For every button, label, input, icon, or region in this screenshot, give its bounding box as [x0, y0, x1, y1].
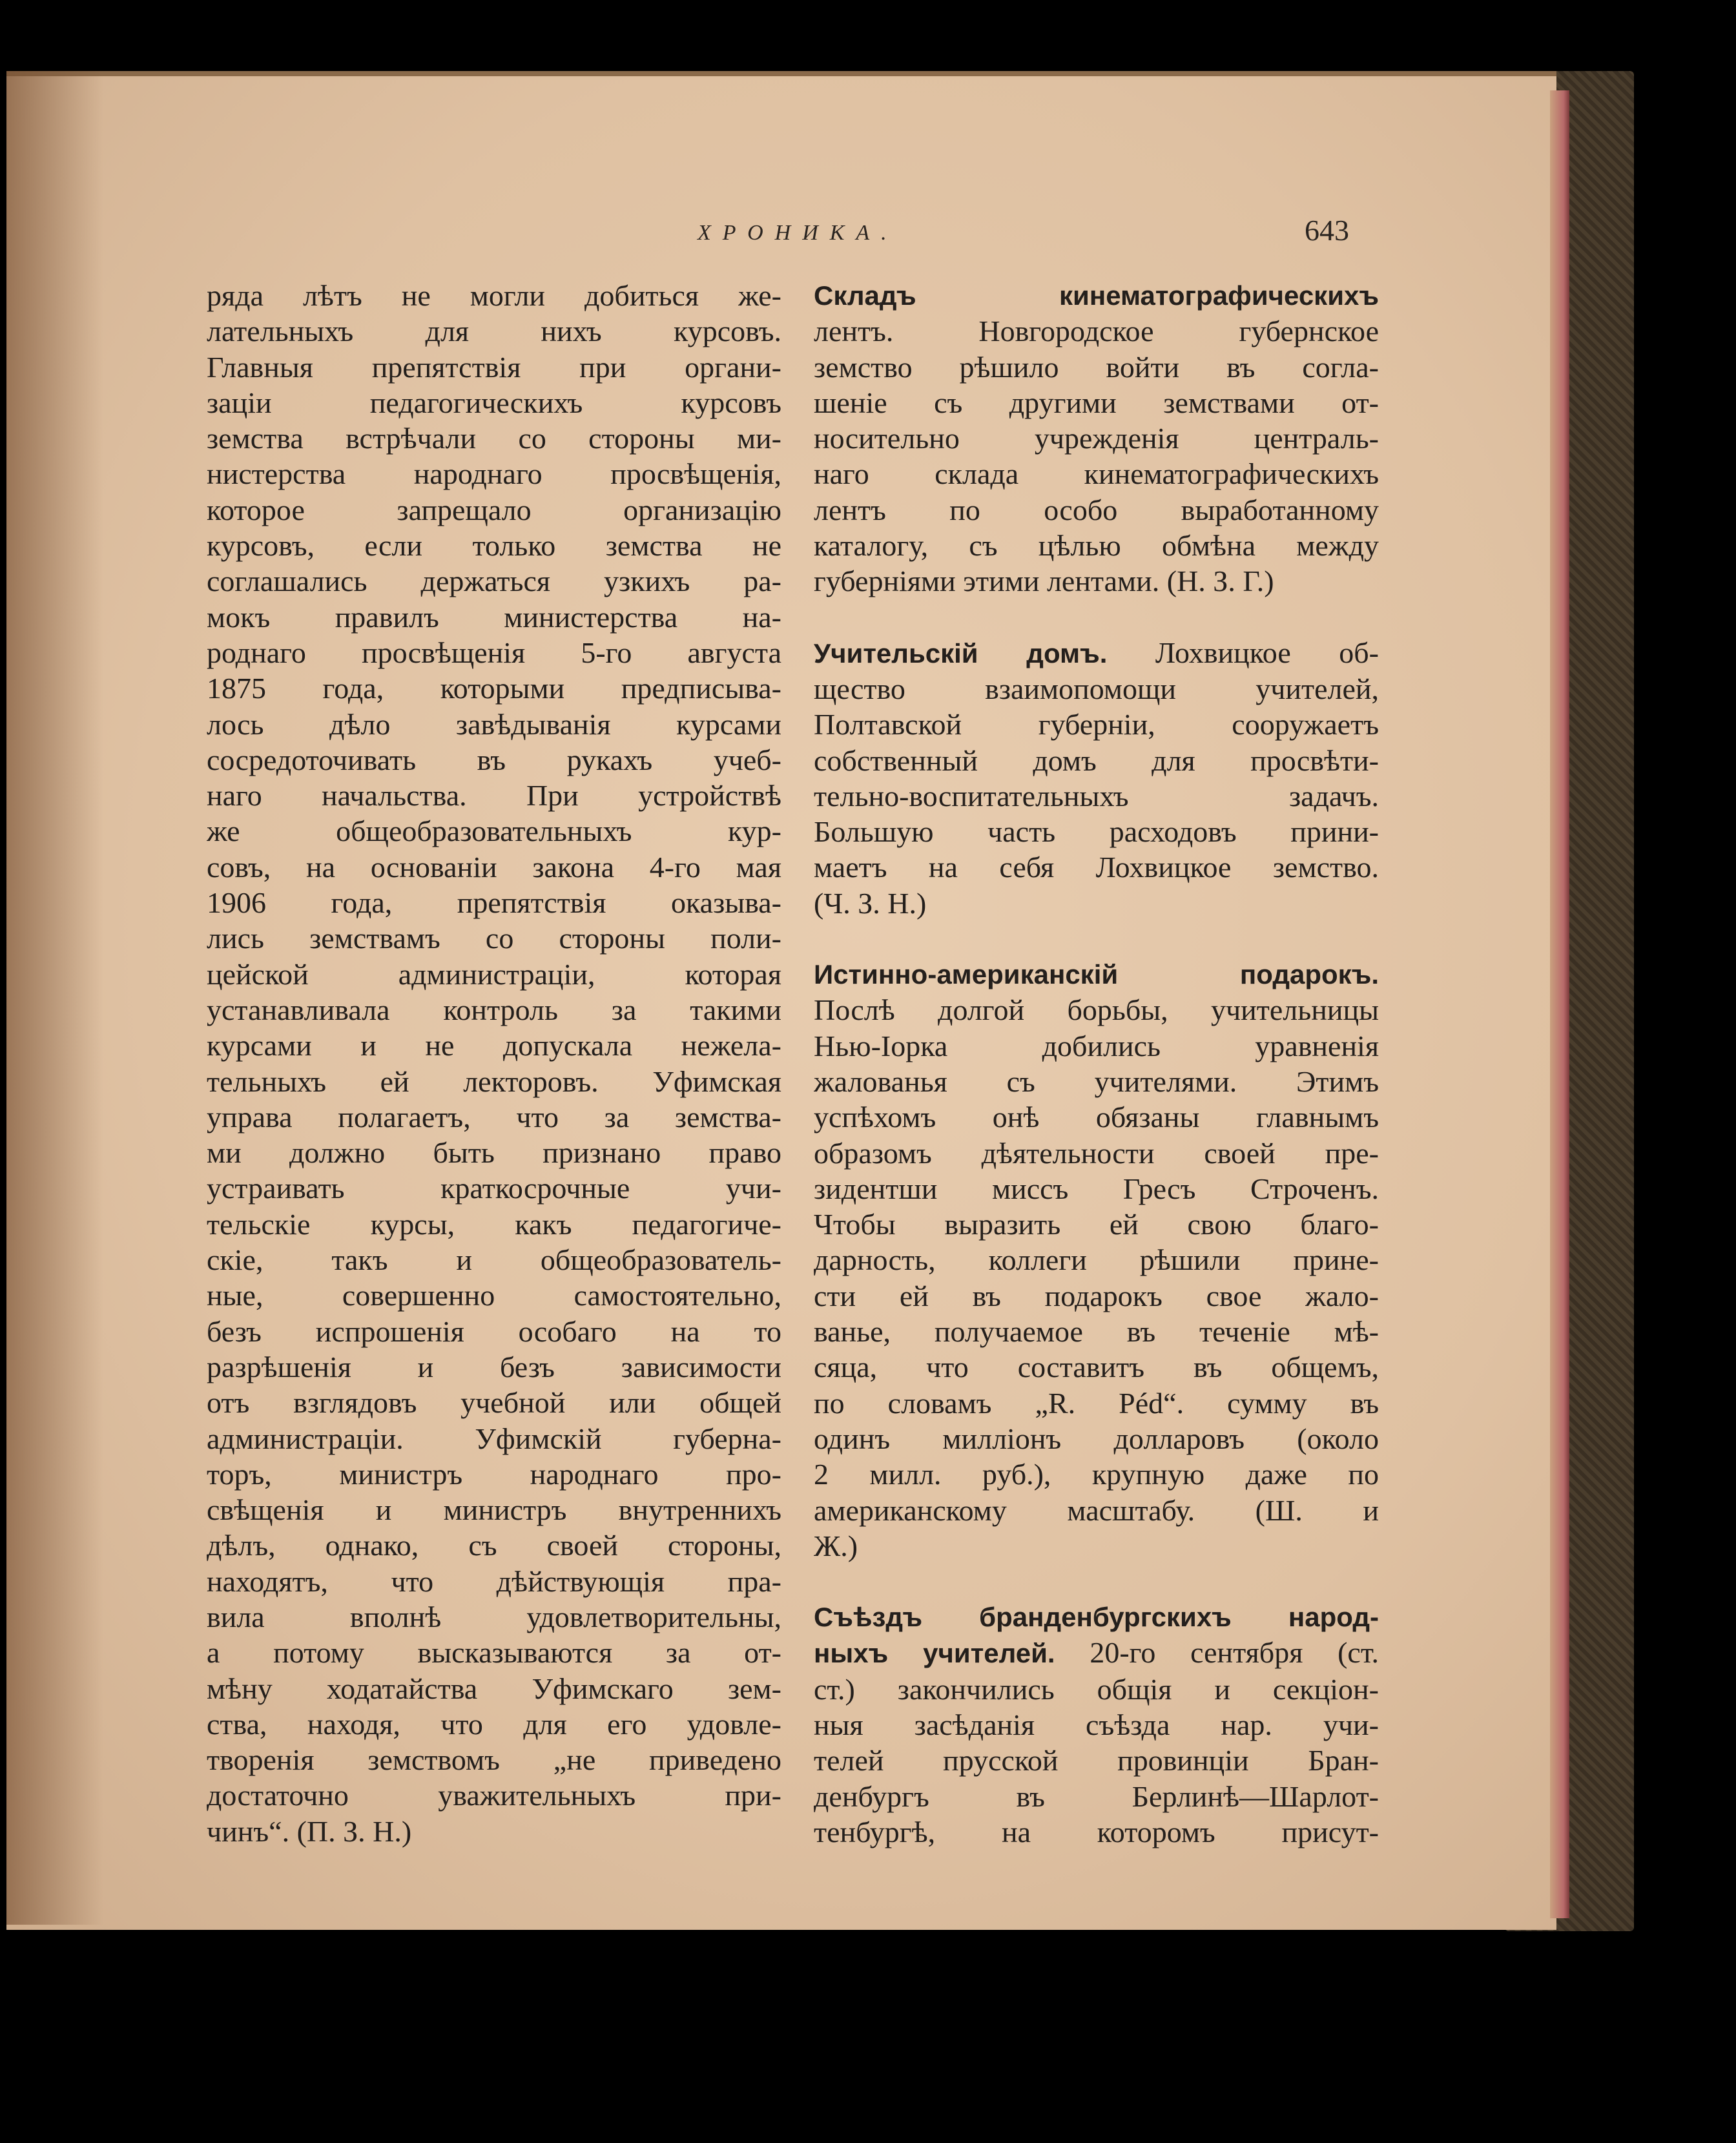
text-line: Ж.) — [814, 1529, 858, 1562]
text-line: американскому масштабу. (Ш. и — [814, 1493, 1379, 1527]
text-line: мокъ правилъ министерства на- — [207, 600, 781, 634]
page-block-edge — [1550, 90, 1569, 1918]
text-line: творенія земствомъ „не приведено — [207, 1743, 781, 1777]
text-line: тельно-воспитательныхъ задачъ. — [814, 779, 1379, 813]
text-line: Чтобы выразить ей свою благо- — [814, 1208, 1379, 1241]
text-line: администраціи. Уфимскій губерна- — [207, 1422, 781, 1455]
text-line: Большую часть расходовъ прини- — [814, 815, 1379, 849]
text-line: скіе, такъ и общеобразователь- — [207, 1243, 781, 1277]
text-line: же общеобразовательныхъ кур- — [207, 814, 781, 848]
text-line: лентъ по особо выработанному — [814, 493, 1379, 526]
running-title: ХРОНИКА. — [698, 221, 898, 245]
text-line: лентъ. Новгородское губернское — [814, 315, 1379, 348]
text-line: безъ испрошенія особаго на то — [207, 1314, 781, 1348]
page-header — [0, 213, 1736, 258]
text-line: а потому высказываются за от- — [207, 1636, 781, 1670]
text-line: совъ, на основаніи закона 4-го мая — [207, 850, 781, 884]
text-line: устанавливала контроль за такими — [207, 993, 781, 1026]
text-line: губерніями этими лентами. (Н. З. Г.) — [814, 564, 1274, 598]
text-line: разрѣшенія и безъ зависимости — [207, 1350, 781, 1383]
text-line: тельныхъ ей лекторовъ. Уфимская — [207, 1064, 781, 1098]
text-line: маетъ на себя Лохвицкое земство. — [814, 851, 1379, 884]
text-line: жалованья съ учителями. Этимъ — [814, 1064, 1379, 1098]
text-line: чинъ“. (П. З. Н.) — [207, 1814, 412, 1848]
text-line: дарность, коллеги рѣшили прине- — [814, 1243, 1379, 1277]
text-line: дѣлъ, однако, съ своей стороны, — [207, 1529, 781, 1562]
text-line: сосредоточивать въ рукахъ учеб- — [207, 743, 781, 776]
text-line: тенбургѣ, на которомъ присут- — [814, 1815, 1379, 1848]
text-line: щество взаимопомощи учителей, — [814, 672, 1379, 705]
entry-first-line — [814, 635, 1379, 671]
text-line: ми должно быть признано право — [207, 1136, 781, 1170]
chronicle-entry — [814, 278, 1379, 599]
entry-first-line-text: 20-го сентября (ст. — [1090, 1636, 1379, 1670]
text-line: наго склада кинематографическихъ — [814, 457, 1379, 491]
text-line: роднаго просвѣщенія 5-го августа — [207, 636, 781, 669]
text-line: отъ взглядовъ учебной или общей — [207, 1386, 781, 1420]
entry-title: Истинно-американскій подарокъ. — [814, 959, 1379, 990]
text-line: собственный домъ для просвѣти- — [814, 743, 1379, 777]
text-line: устраивать краткосрочные учи- — [207, 1172, 781, 1205]
text-line: Послѣ долгой борьбы, учительницы — [814, 993, 1379, 1027]
text-line: курсовъ, если только земства не — [207, 529, 781, 563]
chronicle-entry — [814, 957, 1379, 1564]
entry-title-continued: ныхъ учителей. — [814, 1638, 1055, 1669]
entry-title: Учительскій домъ. — [814, 637, 1108, 668]
text-line: одинъ милліонъ долларовъ (около — [814, 1422, 1379, 1455]
text-line: вила вполнѣ удовлетворительны, — [207, 1600, 781, 1633]
text-line: ванье, получаемое въ теченіе мѣ- — [814, 1315, 1379, 1349]
text-line: ные, совершенно самостоятельно, — [207, 1279, 781, 1312]
text-line: свѣщенія и министръ внутреннихъ — [207, 1493, 781, 1527]
text-line: Полтавской губерніи, сооружаетъ — [814, 708, 1379, 741]
text-line: ряда лѣтъ не могли добиться же- — [207, 279, 781, 312]
text-line: мѣну ходатайства Уфимскаго зем- — [207, 1672, 781, 1705]
text-line: лось дѣло завѣдыванія курсами — [207, 707, 781, 741]
text-line: заціи педагогическихъ курсовъ — [207, 386, 781, 419]
text-line: находятъ, что дѣйствующія пра- — [207, 1564, 781, 1598]
text-line: лись земствамъ со стороны поли- — [207, 922, 781, 955]
text-line: 1906 года, препятствія оказыва- — [207, 886, 781, 920]
text-line: шеніе съ другими земствами от- — [814, 386, 1379, 419]
text-line: 2 милл. руб.), крупную даже по — [814, 1458, 1379, 1491]
text-line: Нью-Іорка добились уравненія — [814, 1029, 1379, 1062]
text-line: телей прусской провинціи Бран- — [814, 1744, 1379, 1777]
text-line: лательныхъ для нихъ курсовъ. — [207, 315, 781, 348]
text-line: торъ, министръ народнаго про- — [207, 1457, 781, 1491]
text-line: соглашались держаться узкихъ ра- — [207, 564, 781, 598]
entry-title: Съѣздъ бранденбургскихъ народ- — [814, 1602, 1379, 1633]
right-column — [814, 278, 1379, 1885]
text-line: нистерства народнаго просвѣщенія, — [207, 457, 781, 491]
text-line: образомъ дѣятельности своей пре- — [814, 1136, 1379, 1170]
text-line: цейской администраціи, которая — [207, 957, 781, 991]
text-line: тельскіе курсы, какъ педагогиче- — [207, 1207, 781, 1241]
text-line: 1875 года, которыми предписыва- — [207, 672, 781, 705]
text-line: сяца, что составитъ въ общемъ, — [814, 1351, 1379, 1384]
text-line: (Ч. З. Н.) — [814, 886, 927, 920]
left-column — [207, 278, 781, 1849]
text-line: управа полагаетъ, что за земства- — [207, 1100, 781, 1134]
text-line: курсами и не допускала нежела- — [207, 1029, 781, 1062]
text-line: ныя засѣданія съѣзда нар. учи- — [814, 1708, 1379, 1741]
text-line: денбургъ въ Берлинѣ—Шарлот- — [814, 1779, 1379, 1813]
chronicle-entry — [814, 1599, 1379, 1850]
gutter-shadow — [6, 71, 103, 1925]
text-line: по словамъ „R. Péd“. сумму въ — [814, 1386, 1379, 1420]
entry-first-line — [814, 1635, 1379, 1671]
text-line: каталогу, съ цѣлью обмѣна между — [814, 529, 1379, 563]
entry-first-line-text: Лохвицкое об- — [1155, 636, 1379, 669]
text-line: которое запрещало организацію — [207, 493, 781, 526]
page-number: 643 — [1305, 214, 1349, 247]
text-line: успѣхомъ онѣ обязаны главнымъ — [814, 1101, 1379, 1134]
text-line: Главныя препятствія при органи- — [207, 350, 781, 384]
text-line: земство рѣшило войти въ согла- — [814, 350, 1379, 384]
text-line: ст.) закончились общія и секціон- — [814, 1672, 1379, 1706]
text-line: сти ей въ подарокъ свое жало- — [814, 1279, 1379, 1312]
text-line: носительно учрежденія централь- — [814, 422, 1379, 455]
text-line: ства, находя, что для его удовле- — [207, 1707, 781, 1741]
text-line: земства встрѣчали со стороны ми- — [207, 422, 781, 455]
entry-title: Складъ кинематографическихъ — [814, 280, 1379, 311]
chronicle-entry — [814, 635, 1379, 921]
text-line: зидентши миссъ Гресъ Строченъ. — [814, 1172, 1379, 1205]
text-line: наго начальства. При устройствѣ — [207, 779, 781, 813]
text-line: достаточно уважительныхъ при- — [207, 1779, 781, 1812]
